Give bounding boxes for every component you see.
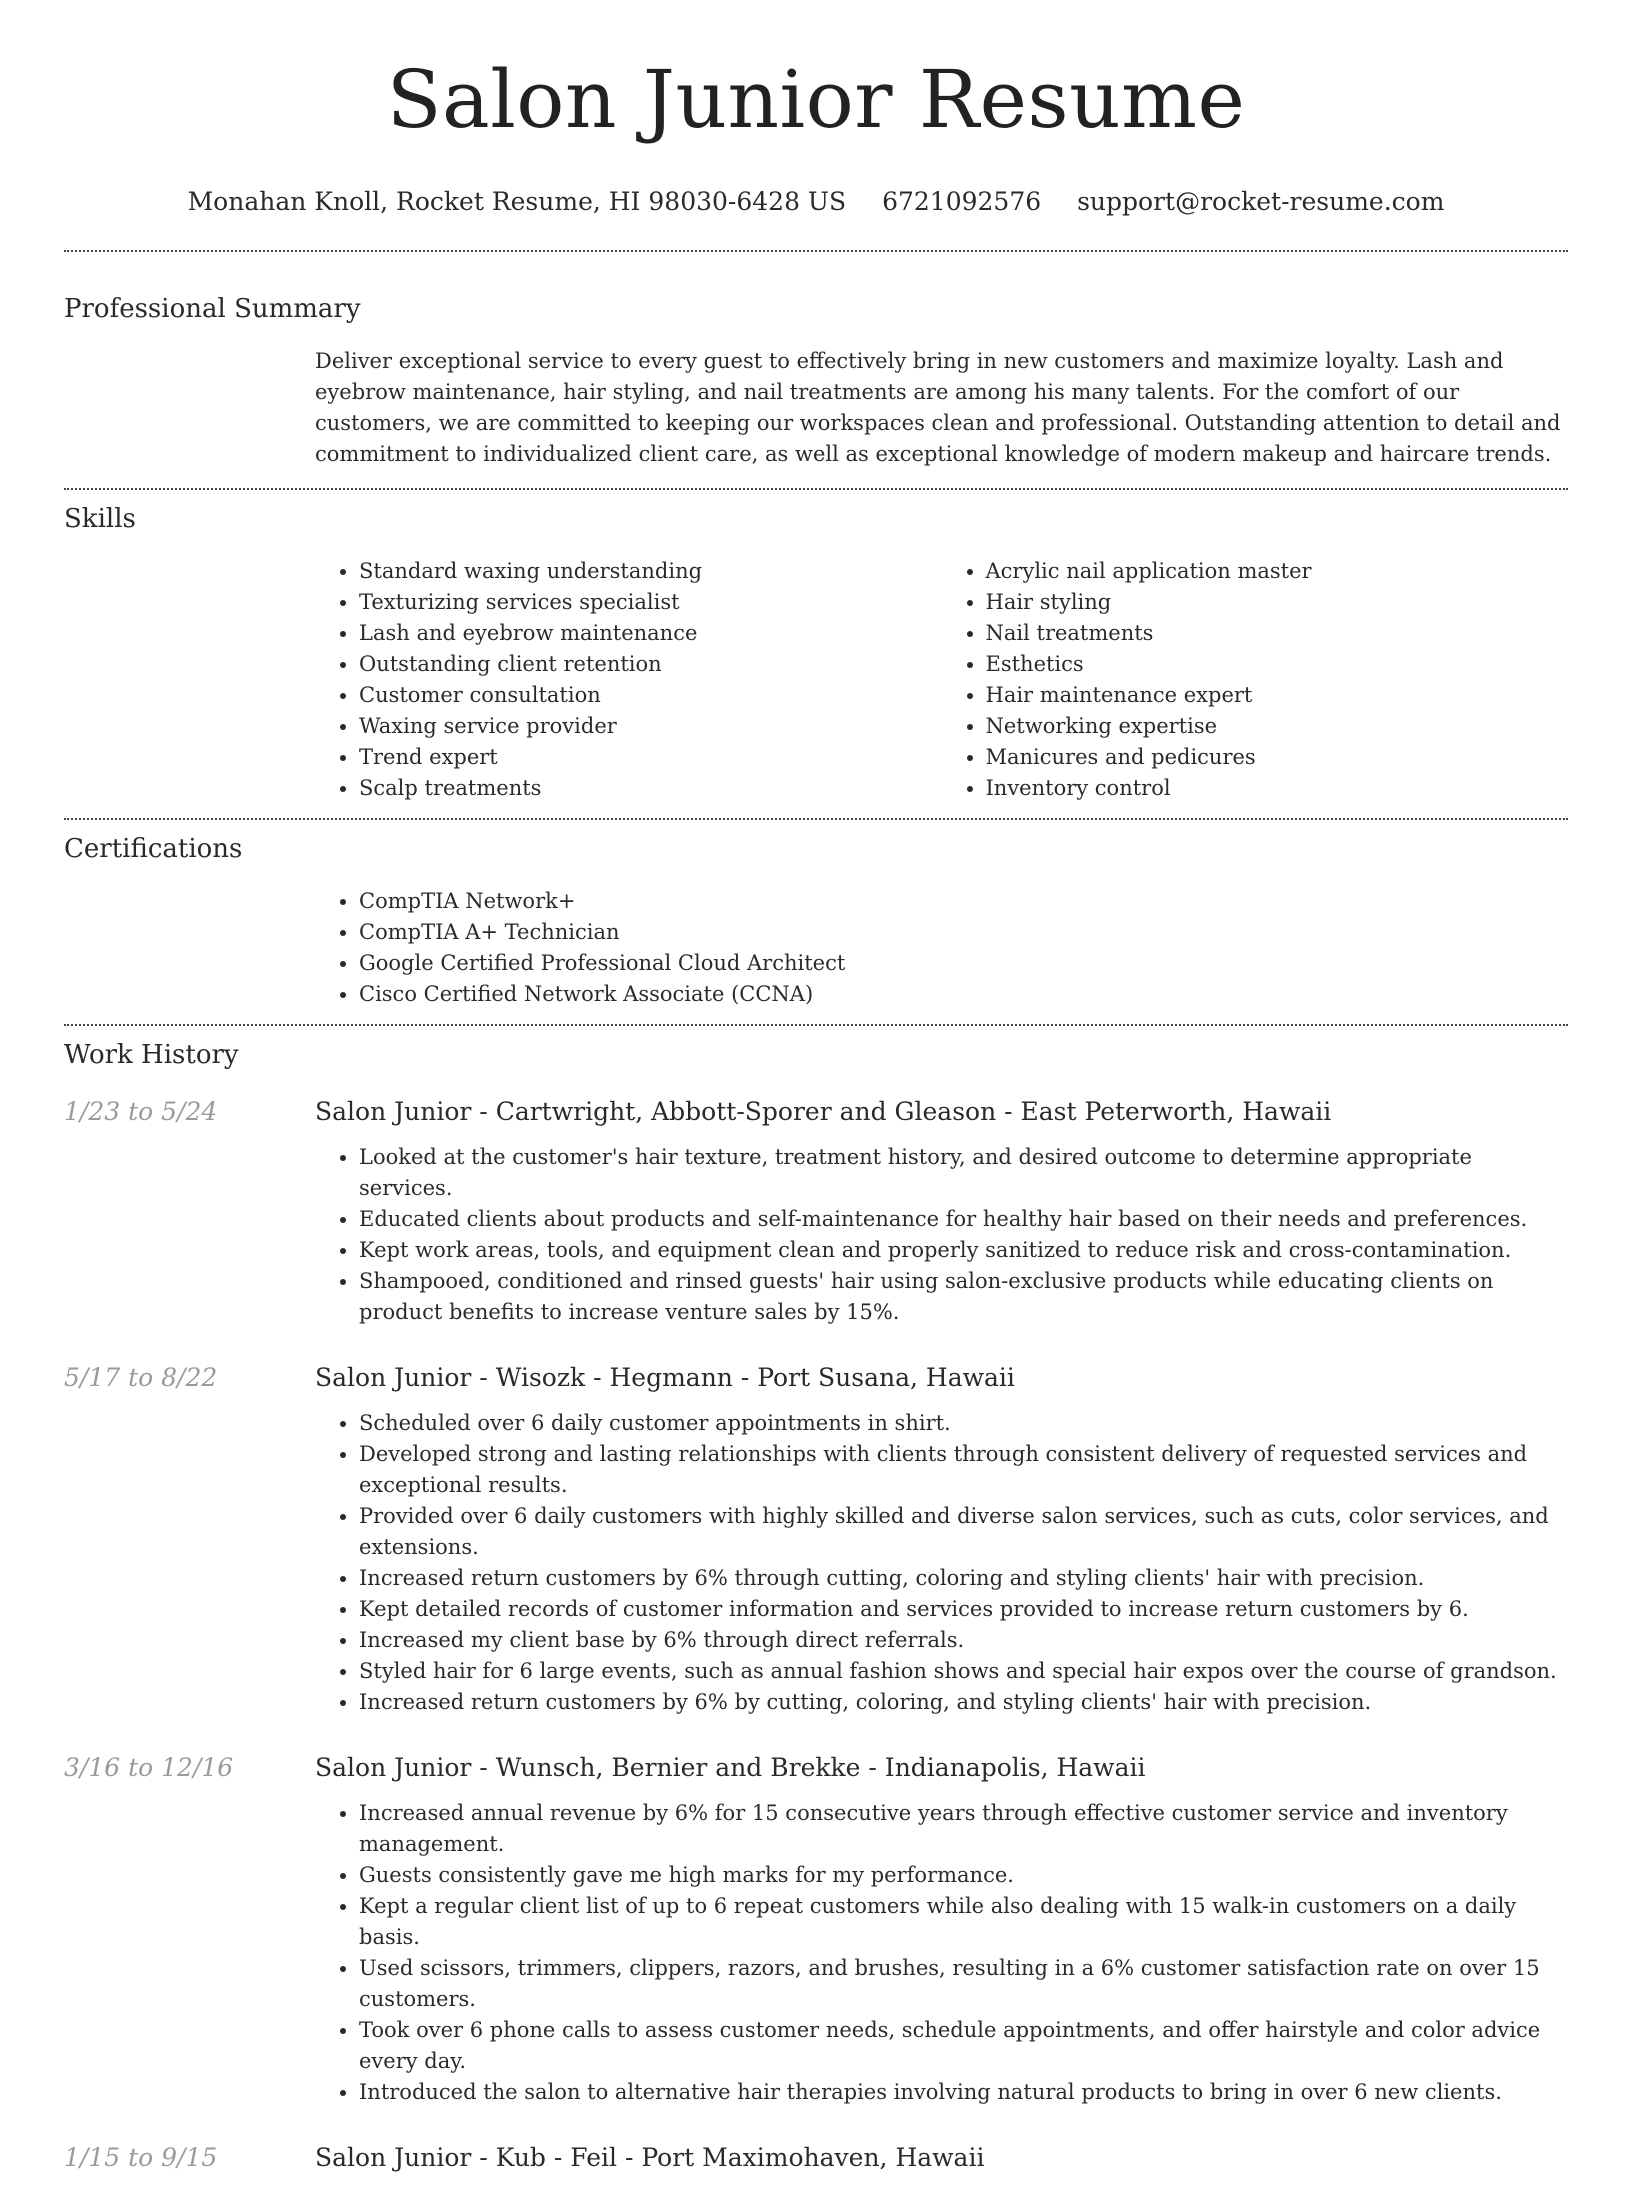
skill-item: • Nail treatments [986, 618, 1569, 649]
work-section [64, 1026, 1568, 2174]
certifications-content [315, 886, 1568, 1010]
job-bullet: • Introduced the salon to alternative hair therapies involving natural products to bring in over 6 new clients. [359, 2077, 1568, 2108]
skill-item: • Acrylic nail application master [986, 556, 1569, 587]
job-bullets [315, 1142, 1568, 1328]
job-bullets [315, 1798, 1568, 2108]
contact-phone: 6721092576 [882, 187, 1042, 216]
certifications-list [315, 886, 1568, 1010]
job-title: Salon Junior - Wisozk - Hegmann - Port Susana, Hawaii [315, 1363, 1015, 1392]
job-bullet: • Increased return customers by 6% through cutting, coloring and styling clients' hair with precision. [359, 1563, 1568, 1594]
job-entry [64, 2142, 1568, 2174]
summary-text: Deliver exceptional service to every guest to effectively bring in new customers and maximize loyalty. Lash and eyebrow maintenance, hair styling, and nail treatments are among his many talents. For the comfort of our customers, we are committed to keeping our workspaces clean and professional. Outstanding attention to detail and commitment to individualized client care, as well as exceptional knowledge of modern makeup and haircare trends. [315, 349, 1561, 466]
job-bullet: • Increased annual revenue by 6% for 15 consecutive years through effective customer service and inventory management. [359, 1798, 1568, 1860]
skill-item: • Manicures and pedicures [986, 742, 1569, 773]
job-bullet: • Styled hair for 6 large events, such as annual fashion shows and special hair expos over the course of grandson. [359, 1656, 1568, 1687]
summary-section [64, 252, 1568, 488]
job-bullet: • Kept detailed records of customer information and services provided to increase return customers by 6. [359, 1594, 1568, 1625]
contact-address: Monahan Knoll, Rocket Resume, HI 98030-6428 US [187, 187, 847, 216]
job-bullet: • Increased my client base by 6% through direct referrals. [359, 1625, 1568, 1656]
skill-item: • Trend expert [359, 742, 942, 773]
job-body [315, 1362, 1568, 1718]
skill-item: • Scalp treatments [359, 773, 942, 804]
skills-section [64, 490, 1568, 818]
job-dates: 1/23 to 5/24 [64, 1097, 218, 1126]
certification-item: • CompTIA A+ Technician [359, 917, 1568, 948]
job-bullets [315, 1408, 1568, 1718]
skill-item: • Texturizing services specialist [359, 587, 942, 618]
skill-item: • Networking expertise [986, 711, 1569, 742]
job-bullet: • Looked at the customer's hair texture, treatment history, and desired outcome to determine appropriate services. [359, 1142, 1568, 1204]
job-bullet: • Shampooed, conditioned and rinsed guests' hair using salon-exclusive products while educating clients on product benefits to increase venture sales by 15%. [359, 1266, 1568, 1328]
job-bullet: • Provided over 6 daily customers with highly skilled and diverse salon services, such as cuts, color services, and extensions. [359, 1501, 1568, 1563]
job-dates: 5/17 to 8/22 [64, 1363, 218, 1392]
skill-item: • Inventory control [986, 773, 1569, 804]
job-entry [64, 1362, 1568, 1718]
work-jobs [64, 1096, 1568, 2174]
job-bullet: • Kept a regular client list of up to 6 repeat customers while also dealing with 15 walk-in customers on a daily basis. [359, 1891, 1568, 1953]
job-title: Salon Junior - Wunsch, Bernier and Brekke - Indianapolis, Hawaii [315, 1753, 1146, 1782]
job-entry [64, 1752, 1568, 2108]
certifications-section [64, 820, 1568, 1024]
skill-item: • Outstanding client retention [359, 649, 942, 680]
skill-item: • Hair maintenance expert [986, 680, 1569, 711]
summary-heading: Professional Summary [64, 294, 361, 324]
job-bullet: • Used scissors, trimmers, clippers, razors, and brushes, resulting in a 6% customer satisfaction rate on over 15 customers. [359, 1953, 1568, 2015]
job-bullet: • Scheduled over 6 daily customer appointments in shirt. [359, 1408, 1568, 1439]
job-title: Salon Junior - Cartwright, Abbott-Sporer and Gleason - East Peterworth, Hawaii [315, 1097, 1332, 1126]
resume-page [64, 0, 1568, 2208]
job-bullet: • Increased return customers by 6% by cutting, coloring, and styling clients' hair with precision. [359, 1687, 1568, 1718]
skill-item: • Lash and eyebrow maintenance [359, 618, 942, 649]
skills-grid [315, 556, 1568, 804]
certification-item: • Cisco Certified Network Associate (CCNA) [359, 979, 1568, 1010]
job-body [315, 2142, 1568, 2174]
certification-item: • CompTIA Network+ [359, 886, 1568, 917]
summary-content [315, 346, 1568, 470]
skill-item: • Standard waxing understanding [359, 556, 942, 587]
skills-heading: Skills [64, 504, 136, 534]
work-heading: Work History [64, 1040, 239, 1070]
job-body [315, 1752, 1568, 2108]
skill-item: • Hair styling [986, 587, 1569, 618]
job-bullet: • Took over 6 phone calls to assess customer needs, schedule appointments, and offer hairstyle and color advice every day. [359, 2015, 1568, 2077]
job-bullet: • Developed strong and lasting relationships with clients through consistent delivery of requested services and exceptional results. [359, 1439, 1568, 1501]
job-body [315, 1096, 1568, 1328]
skill-item: • Esthetics [986, 649, 1569, 680]
certification-item: • Google Certified Professional Cloud Architect [359, 948, 1568, 979]
resume-title: Salon Junior Resume [386, 53, 1246, 146]
job-bullet: • Kept work areas, tools, and equipment clean and properly sanitized to reduce risk and cross-contamination. [359, 1235, 1568, 1266]
contact-email: support@rocket-resume.com [1077, 187, 1445, 216]
job-bullet: • Guests consistently gave me high marks for my performance. [359, 1860, 1568, 1891]
job-dates: 3/16 to 12/16 [64, 1753, 234, 1782]
skills-list-left [315, 556, 942, 804]
job-entry [64, 1096, 1568, 1328]
contact-line [64, 186, 1568, 218]
job-title: Salon Junior - Kub - Feil - Port Maximohaven, Hawaii [315, 2143, 985, 2172]
job-dates: 1/15 to 9/15 [64, 2143, 218, 2172]
skill-item: • Customer consultation [359, 680, 942, 711]
job-bullet: • Educated clients about products and self-maintenance for healthy hair based on their needs and preferences. [359, 1204, 1568, 1235]
skills-list-right [942, 556, 1569, 804]
certifications-heading: Certifications [64, 834, 243, 864]
skill-item: • Waxing service provider [359, 711, 942, 742]
